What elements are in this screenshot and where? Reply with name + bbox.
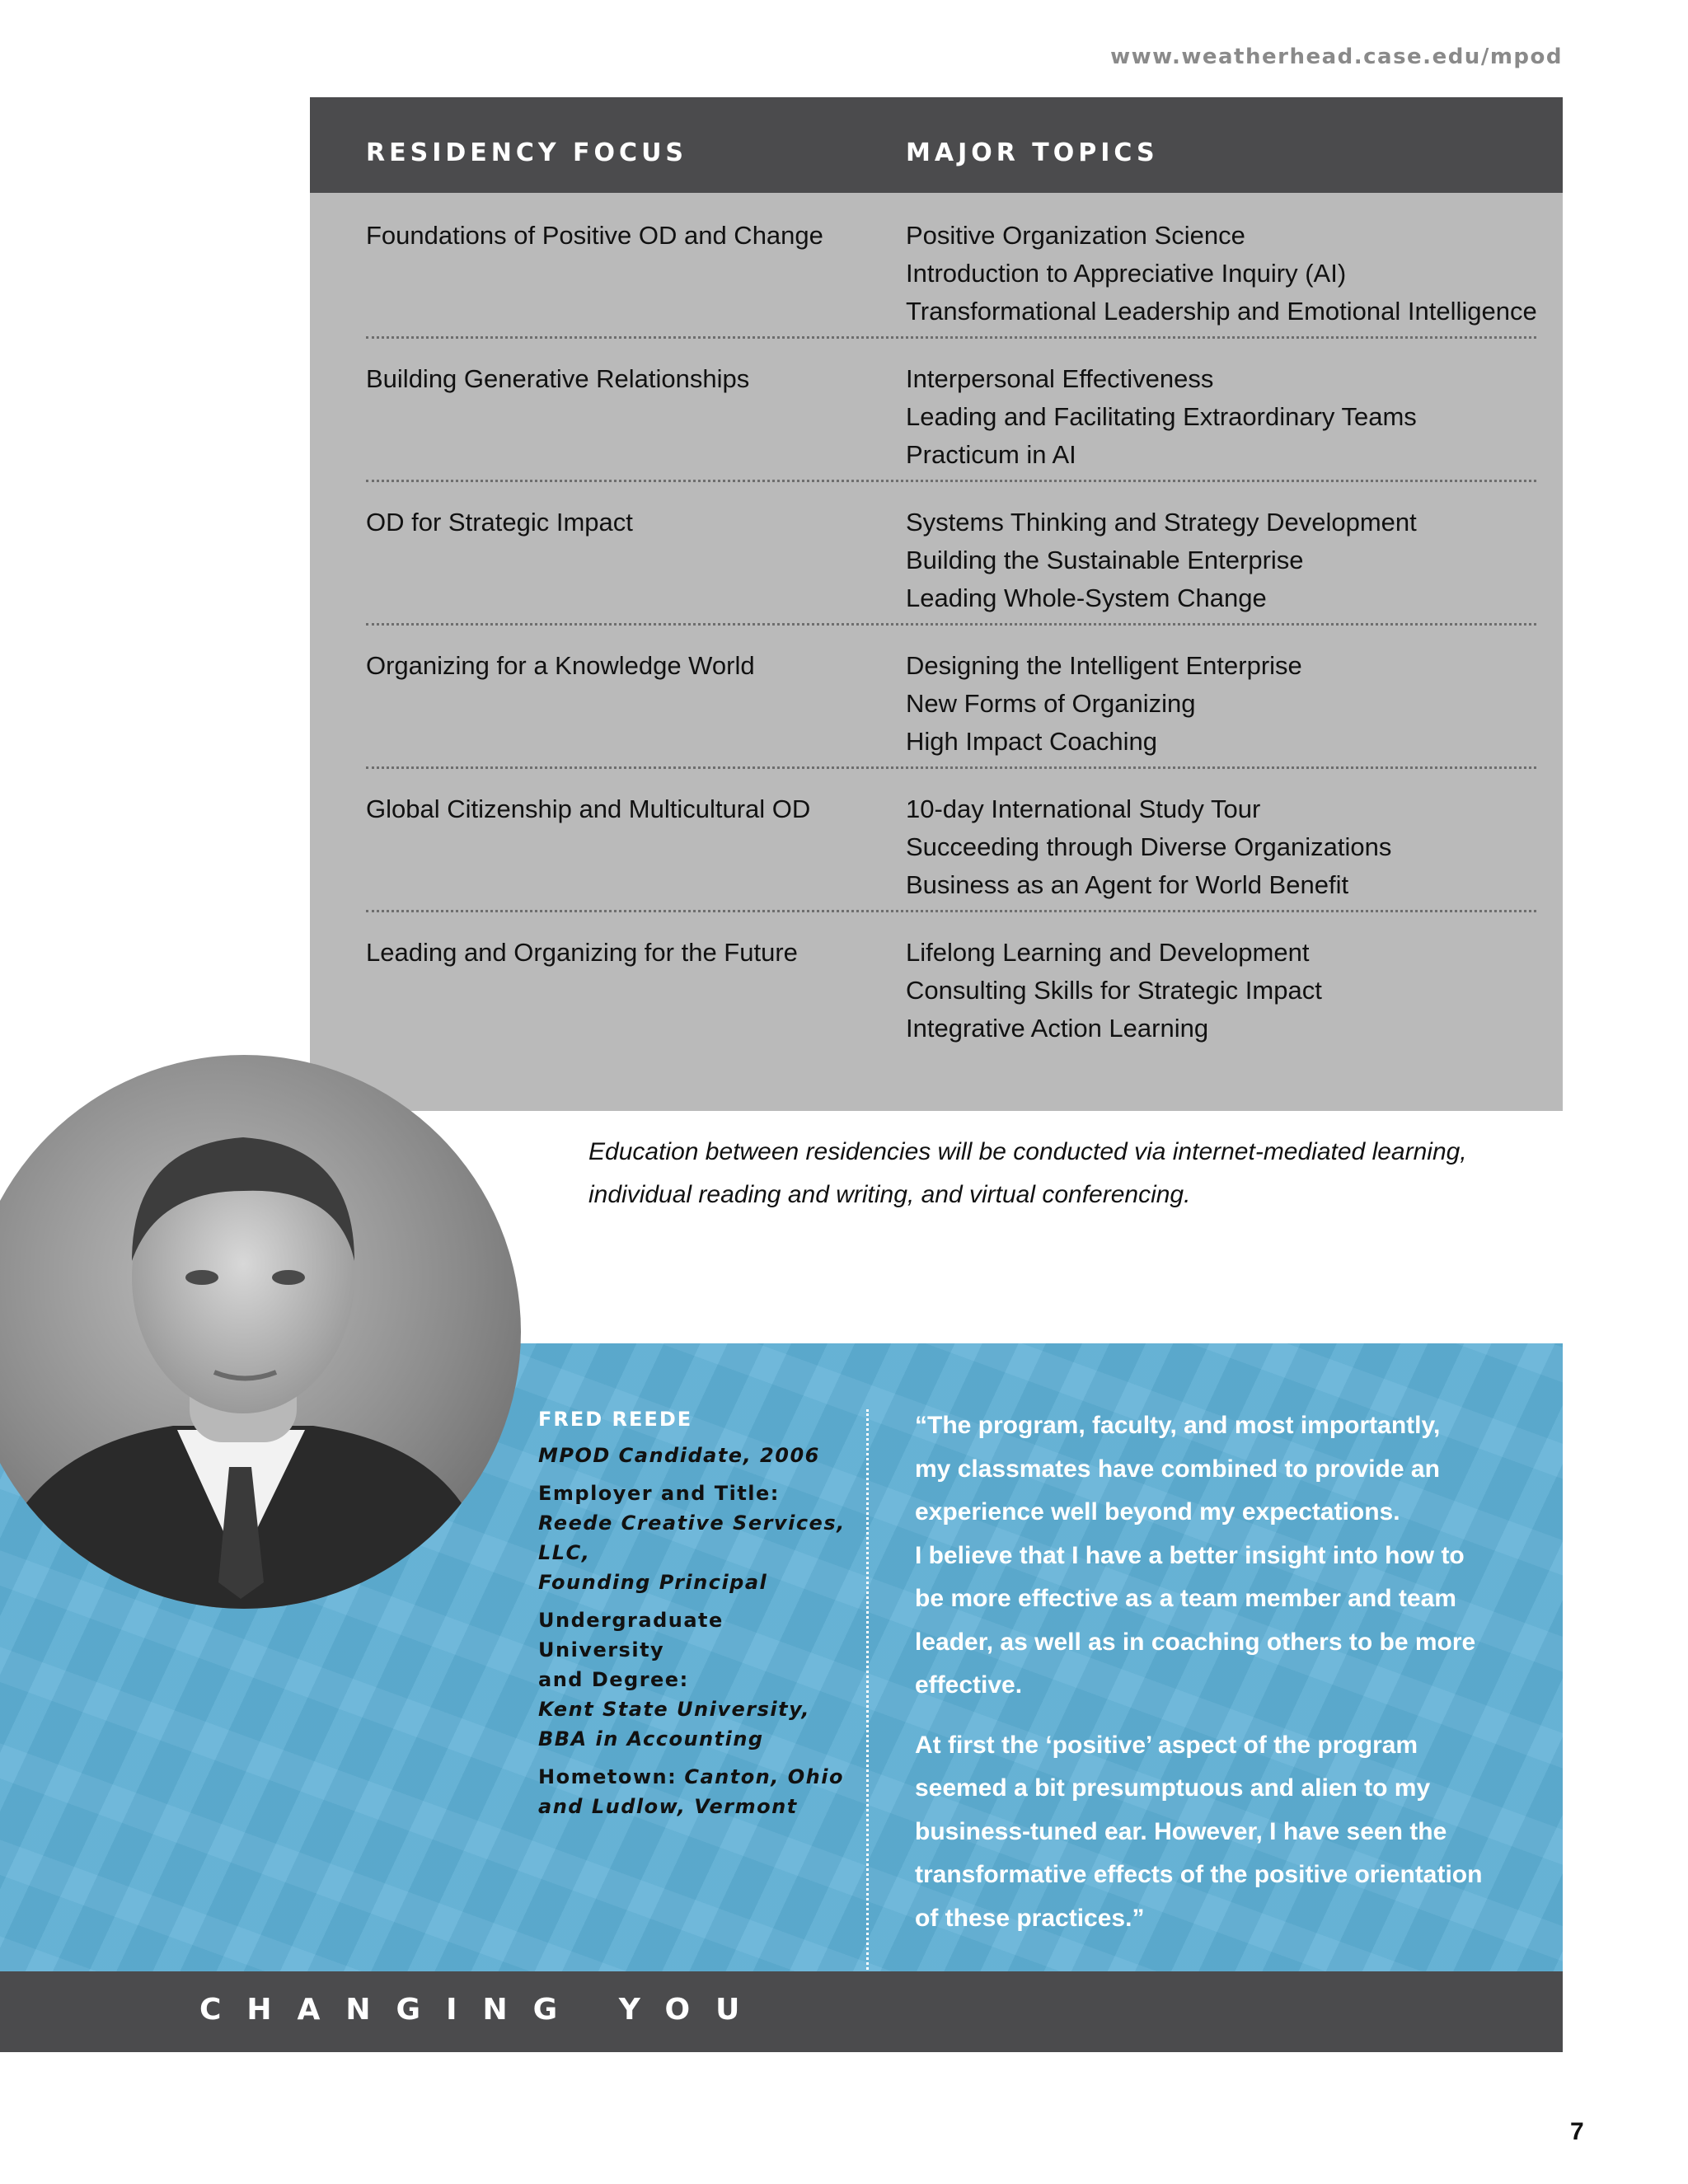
topic-item: Designing the Intelligent Enterprise	[906, 651, 1302, 680]
topic-item: Succeeding through Diverse Organizations	[906, 832, 1392, 861]
topic-item: 10-day International Study Tour	[906, 794, 1261, 823]
table-row	[366, 790, 1536, 934]
topic-item: Introduction to Appreciative Inquiry (AI)	[906, 259, 1347, 288]
major-topics-cell	[906, 360, 1540, 474]
hometown-value: Canton, Ohio	[684, 1765, 844, 1788]
candidate-profile	[538, 1408, 851, 1821]
topic-item: High Impact Coaching	[906, 727, 1157, 756]
topic-item: Positive Organization Science	[906, 221, 1245, 250]
major-topics-cell	[906, 934, 1540, 1047]
quote-line: business-tuned ear. However, I have seen the	[915, 1817, 1447, 1845]
row-divider	[366, 766, 1536, 769]
hometown-label: Hometown:	[538, 1765, 678, 1788]
quote-line: seemed a bit presumptuous and alien to my	[915, 1774, 1431, 1802]
table-row	[366, 647, 1536, 790]
major-topics-cell	[906, 790, 1540, 904]
table-row	[366, 934, 1536, 1077]
section-title: CHANGING YOU	[199, 1993, 766, 2027]
major-topics-cell	[906, 647, 1540, 761]
topic-item: Building the Sustainable Enterprise	[906, 546, 1304, 574]
major-topics-cell	[906, 217, 1540, 330]
quote-line: transformative effects of the positive orientation	[915, 1861, 1483, 1888]
website-url: www.weatherhead.case.edu/mpod	[1110, 45, 1563, 69]
page-number: 7	[1570, 2118, 1584, 2145]
table-row	[366, 217, 1536, 360]
table-header	[310, 97, 1563, 193]
employer-label: Employer and Title:	[538, 1482, 780, 1505]
topic-item: Interpersonal Effectiveness	[906, 364, 1214, 393]
row-divider	[366, 910, 1536, 912]
candidate-year: MPOD Candidate, 2006	[538, 1444, 820, 1467]
row-divider	[366, 336, 1536, 339]
hometown-value-cont: and Ludlow, Vermont	[538, 1795, 798, 1818]
quote-paragraph	[915, 1404, 1541, 1708]
undergrad-label-cont: and Degree:	[538, 1668, 689, 1691]
testimonial-quote	[915, 1404, 1541, 1940]
undergrad-school: Kent State University,	[538, 1698, 810, 1721]
topic-item: Leading and Facilitating Extraordinary Teams	[906, 402, 1417, 431]
quote-line: leader, as well as in coaching others to be more	[915, 1628, 1476, 1656]
topic-item: Business as an Agent for World Benefit	[906, 870, 1349, 899]
quote-line: my classmates have combined to provide an	[915, 1455, 1440, 1483]
employer-value: Reede Creative Services, LLC,	[538, 1511, 846, 1564]
topic-item: Practicum in AI	[906, 440, 1076, 469]
row-divider	[366, 480, 1536, 482]
topic-item: New Forms of Organizing	[906, 689, 1196, 718]
topic-item: Transformational Leadership and Emotional Intelligence	[906, 297, 1537, 326]
undergrad-label: Undergraduate University	[538, 1609, 724, 1661]
quote-line: At first the ‘positive’ aspect of the program	[915, 1731, 1418, 1759]
residency-focus-cell: OD for Strategic Impact	[366, 508, 633, 537]
topic-item: Leading Whole-System Change	[906, 583, 1267, 612]
row-divider	[366, 623, 1536, 626]
quote-line: effective.	[915, 1671, 1023, 1699]
employer-title: Founding Principal	[538, 1571, 768, 1594]
table-body	[366, 217, 1536, 1077]
undergrad-degree: BBA in Accounting	[538, 1727, 764, 1750]
residency-note: Education between residencies will be conducted via internet-mediated learning, individual reading and writing, and virtual conferencing.	[588, 1138, 1467, 1208]
residency-focus-cell: Leading and Organizing for the Future	[366, 938, 798, 967]
residency-focus-cell: Building Generative Relationships	[366, 364, 750, 393]
col-header-major-topics: MAJOR TOPICS	[906, 138, 1159, 167]
table-row	[366, 504, 1536, 647]
quote-line: I believe that I have a better insight into how to	[915, 1541, 1465, 1569]
residency-focus-cell: Organizing for a Knowledge World	[366, 651, 755, 680]
quote-paragraph	[915, 1724, 1541, 1941]
table-row	[366, 360, 1536, 504]
residency-focus-cell: Global Citizenship and Multicultural OD	[366, 794, 811, 823]
quote-line: be more effective as a team member and team	[915, 1585, 1456, 1612]
vertical-dotted-divider	[866, 1409, 869, 1970]
topic-item: Integrative Action Learning	[906, 1014, 1209, 1043]
quote-line: “The program, faculty, and most importantly,	[915, 1412, 1441, 1439]
residency-focus-cell: Foundations of Positive OD and Change	[366, 221, 823, 250]
topic-item: Systems Thinking and Strategy Development	[906, 508, 1417, 537]
section-footer-bar	[0, 1971, 1563, 2052]
residency-table	[310, 97, 1563, 1111]
col-header-residency-focus: RESIDENCY FOCUS	[366, 138, 688, 167]
quote-line: of these practices.”	[915, 1904, 1145, 1932]
topic-item: Consulting Skills for Strategic Impact	[906, 976, 1322, 1005]
quote-line: experience well beyond my expectations.	[915, 1498, 1400, 1526]
candidate-name: FRED REEDE	[538, 1408, 693, 1431]
topic-item: Lifelong Learning and Development	[906, 938, 1310, 967]
major-topics-cell	[906, 504, 1540, 617]
